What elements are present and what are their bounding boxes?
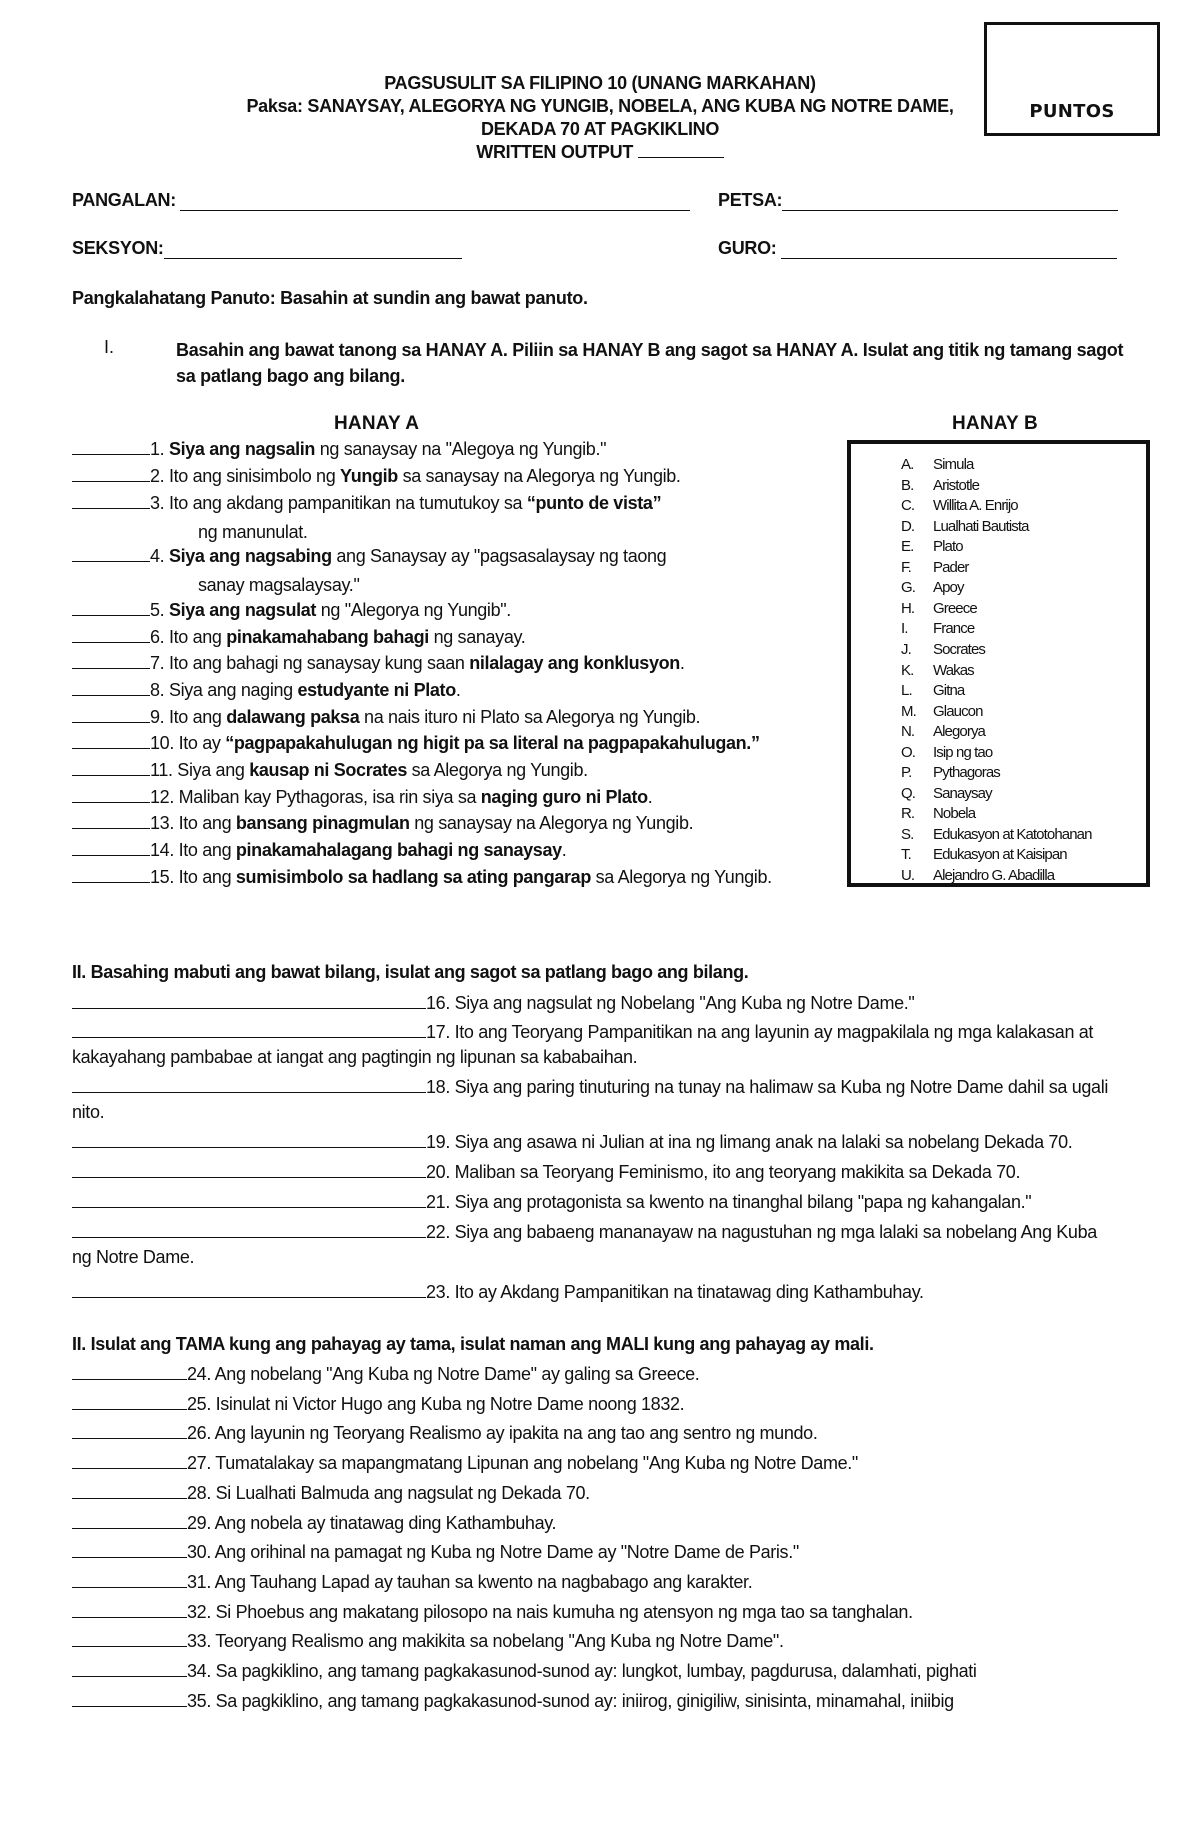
item-text: 17. Ito ang Teoryang Pampanitikan na ang layunin ay magpakilala ng mga kalakasan at <box>426 1022 1094 1042</box>
item-number: 6. <box>150 627 165 647</box>
name-field <box>72 190 690 211</box>
part2-item <box>72 1161 1020 1183</box>
part2-item <box>72 1221 1097 1243</box>
item-text: 34. Sa pagkiklino, ang tamang pagkakasunod-sunod ay: lungkot, lumbay, pagdurusa, dalamhati, pighati <box>187 1661 977 1681</box>
part2-item <box>72 1131 1072 1153</box>
written-output-blank[interactable] <box>638 143 724 158</box>
choice-value: Sanaysay <box>933 784 992 802</box>
hanay-a-item <box>72 465 681 487</box>
choice-letter: G. <box>901 579 916 597</box>
item-text: 31. Ang Tauhang Lapad ay tauhan sa kwento na nagbabago ang karakter. <box>187 1571 753 1592</box>
choice-letter: K. <box>901 661 914 679</box>
answer-blank[interactable] <box>72 839 150 856</box>
answer-blank[interactable] <box>72 1422 187 1439</box>
item-text: 23. Ito ay Akdang Pampanitikan na tinatawag ding Kathambuhay. <box>426 1282 924 1302</box>
score-box <box>984 22 1160 136</box>
item-keyword: estudyante ni Plato <box>297 680 456 700</box>
item-keyword: pinakamahalagang bahagi ng sanaysay <box>235 840 562 860</box>
part3-item <box>72 1690 954 1712</box>
item-text: Maliban kay Pythagoras, isa rin siya sa <box>173 787 481 807</box>
item-keyword: Siya ang nagsalin <box>168 439 316 459</box>
item-text: 30. Ang orihinal na pamagat ng Kuba ng Notre Dame ay "Notre Dame de Paris." <box>187 1542 799 1563</box>
part3-item <box>72 1482 590 1504</box>
hanay-a-title: HANAY A <box>334 413 420 434</box>
part3-title: II. Isulat ang TAMA kung ang pahayag ay tama, isulat naman ang MALI kung ang pahayag ay mali. <box>72 1334 874 1354</box>
item-number: 3. <box>150 493 165 513</box>
choice-value: Greece <box>933 599 977 617</box>
hanay-a-item <box>72 706 700 728</box>
part3-item <box>72 1452 858 1474</box>
answer-blank[interactable] <box>72 1452 187 1469</box>
item-keyword: bansang pinagmulan <box>235 813 410 833</box>
choice-value: Edukasyon at Katotohanan <box>933 825 1092 843</box>
item-text: ng sanayay. <box>428 627 526 647</box>
choice-letter: M. <box>901 702 916 720</box>
item-text: 33. Teoryang Realismo ang makikita sa nobelang "Ang Kuba ng Notre Dame". <box>187 1631 784 1652</box>
item-text: . <box>455 680 461 700</box>
answer-blank[interactable] <box>72 438 150 455</box>
item-keyword: Siya ang nagsulat <box>168 600 317 620</box>
choice-value: Aristotle <box>933 476 980 494</box>
part2-item <box>72 1191 1031 1213</box>
item-text: 22. Siya ang babaeng mananayaw na nagustuhan ng mga lalaki sa nobelang Ang Kuba <box>426 1222 1097 1242</box>
answer-blank[interactable] <box>72 1076 426 1093</box>
answer-blank[interactable] <box>72 626 150 643</box>
item-text: sa sanaysay na Alegorya ng Yungib. <box>397 466 681 486</box>
part3-item <box>72 1630 784 1652</box>
score-label: PUNTOS <box>1029 101 1115 122</box>
item-keyword: kausap ni Socrates <box>249 760 407 780</box>
date-field <box>718 190 1118 211</box>
answer-blank[interactable] <box>72 1630 187 1647</box>
item-text: ng "Alegorya ng Yungib". <box>316 600 511 620</box>
choice-value: Edukasyon at Kaisipan <box>933 846 1067 864</box>
choice-value: Isip ng tao <box>933 743 993 761</box>
answer-blank[interactable] <box>72 1512 187 1529</box>
header-title: PAGSUSULIT SA FILIPINO 10 (UNANG MARKAHAN) <box>384 73 816 93</box>
item-text: 26. Ang layunin ng Teoryang Realismo ay ipakita na ang tao ang sentro ng mundo. <box>187 1423 818 1444</box>
hanay-a-item <box>72 786 652 808</box>
item-continuation: kakayahang pambabae at iangat ang pagtingin ng lipunan sa kababaihan. <box>72 1047 638 1067</box>
answer-blank[interactable] <box>72 599 150 616</box>
item-number: 5. <box>150 600 165 620</box>
hanay-a-item <box>72 545 666 567</box>
item-text: 18. Siya ang paring tinuturing na tunay na halimaw sa Kuba ng Notre Dame dahil sa ugali <box>426 1077 1108 1097</box>
hanay-a-item <box>72 866 772 888</box>
part3-item <box>72 1660 977 1682</box>
hanay-a-item <box>72 839 566 861</box>
item-text: Ito ang akdang pampanitikan na tumutukoy sa <box>164 493 527 513</box>
item-keyword: sumisimbolo sa hadlang sa ating pangarap <box>235 867 591 887</box>
item-text: Ito ang bahagi ng sanaysay kung saan <box>164 653 470 673</box>
item-number: 4. <box>150 546 165 566</box>
item-number: 11. <box>150 760 173 780</box>
choice-letter: H. <box>901 599 915 617</box>
item3-continuation: ng manunulat. <box>198 522 308 542</box>
part3-item <box>72 1601 913 1623</box>
choice-letter: T. <box>901 846 911 864</box>
hanay-a-item <box>72 438 606 460</box>
part3-item <box>72 1512 556 1534</box>
choice-value: Alejandro G. Abadilla <box>933 867 1055 884</box>
hanay-a-item <box>72 812 693 834</box>
item-text: 19. Siya ang asawa ni Julian at ina ng limang anak na lalaki sa nobelang Dekada 70. <box>426 1132 1073 1152</box>
part2-item <box>72 1281 924 1303</box>
choice-letter: N. <box>901 723 915 741</box>
choice-value: Alegorya <box>933 723 986 741</box>
choice-letter: F. <box>901 558 911 576</box>
item-continuation: ng Notre Dame. <box>72 1247 195 1267</box>
choice-letter: D. <box>901 517 915 535</box>
answer-blank[interactable] <box>72 759 150 776</box>
item-text: Ito ay <box>173 733 226 753</box>
choice-letter: I. <box>901 620 908 638</box>
item-keyword: naging guro ni Plato <box>480 787 648 807</box>
answer-blank[interactable] <box>72 1363 187 1380</box>
item-text: Siya ang naging <box>164 680 298 700</box>
choice-value: Wakas <box>933 661 974 679</box>
item-number: 14. <box>150 840 174 860</box>
item-keyword: dalawang paksa <box>226 707 360 727</box>
part3-item <box>72 1422 817 1444</box>
item-text: Ito ang <box>173 867 236 887</box>
item-text: Ito ang <box>164 627 227 647</box>
hanay-a-item <box>72 732 760 754</box>
item-keyword: “pagpapakahulugan ng higit pa sa literal na pagpapakahulugan.” <box>225 733 760 753</box>
teacher-field <box>718 238 1117 259</box>
answer-blank[interactable] <box>72 545 150 562</box>
choice-value: Willita A. Enrijo <box>933 497 1018 515</box>
choice-value: Glaucon <box>933 702 983 720</box>
answer-blank[interactable] <box>72 1482 187 1499</box>
answer-blank[interactable] <box>72 652 150 669</box>
choice-value: Gitna <box>933 682 965 700</box>
choice-value: Lualhati Bautista <box>933 517 1029 535</box>
date-label: PETSA: <box>718 190 783 210</box>
choice-letter: Q. <box>901 784 916 802</box>
item-text: . <box>561 840 567 860</box>
answer-blank[interactable] <box>72 1021 426 1038</box>
item-continuation: nito. <box>72 1102 105 1122</box>
hanay-a-item <box>72 626 525 648</box>
answer-blank[interactable] <box>72 1221 426 1238</box>
hanay-a-item <box>72 652 685 674</box>
item-text: 35. Sa pagkiklino, ang tamang pagkakasunod-sunod ay: iniirog, ginigiliw, sinisinta, minamahal, iniibig <box>187 1690 954 1711</box>
choice-letter: O. <box>901 743 916 761</box>
item-number: 9. <box>150 707 165 727</box>
answer-blank[interactable] <box>72 1690 187 1707</box>
choice-letter: A. <box>901 456 914 473</box>
item-text: 27. Tumatalakay sa mapangmatang Lipunan ang nobelang "Ang Kuba ng Notre Dame." <box>187 1453 858 1474</box>
section-blank[interactable] <box>164 240 462 259</box>
answer-blank[interactable] <box>72 706 150 723</box>
item-text: Ito ang <box>164 707 227 727</box>
answer-blank[interactable] <box>72 1191 426 1208</box>
hanay-b-title: HANAY B <box>952 413 1038 434</box>
general-instruction: Pangkalahatang Panuto: Basahin at sundin ang bawat panuto. <box>72 288 588 308</box>
item-keyword: Siya ang nagsabing <box>168 546 332 566</box>
answer-blank[interactable] <box>72 732 150 749</box>
choice-letter: C. <box>901 497 915 515</box>
choice-letter: P. <box>901 764 912 782</box>
part1-roman: I. <box>104 337 115 357</box>
answer-blank[interactable] <box>72 492 150 509</box>
choice-value: Socrates <box>933 640 985 658</box>
item-text: 16. Siya ang nagsulat ng Nobelang "Ang Kuba ng Notre Dame." <box>426 993 915 1013</box>
item-text: . <box>679 653 685 673</box>
answer-blank[interactable] <box>72 992 426 1009</box>
item-keyword: nilalagay ang konklusyon <box>469 653 680 673</box>
item-text: . <box>647 787 653 807</box>
item-keyword: Yungib <box>340 466 398 486</box>
item-number: 1. <box>150 439 165 459</box>
item-number: 12. <box>150 787 174 807</box>
answer-blank[interactable] <box>72 1131 426 1148</box>
answer-blank[interactable] <box>72 1601 187 1618</box>
item-text: 28. Si Lualhati Balmuda ang nagsulat ng Dekada 70. <box>187 1482 590 1503</box>
part2-item <box>72 1021 1093 1043</box>
part2-item <box>72 1076 1108 1098</box>
hanay-a-item <box>72 679 461 701</box>
part2-title: II. Basahing mabuti ang bawat bilang, isulat ang sagot sa patlang bago ang bilang. <box>72 962 749 982</box>
part2-item <box>72 992 914 1014</box>
item-text: 25. Isinulat ni Victor Hugo ang Kuba ng Notre Dame noong 1832. <box>187 1393 685 1414</box>
choice-letter: J. <box>901 640 911 658</box>
choice-letter: E. <box>901 538 914 556</box>
part1-instruction: Basahin ang bawat tanong sa HANAY A. Piliin sa HANAY B ang sagot sa HANAY A. Isulat ang titik ng tamang sagot sa patlang bago ang bilang. <box>176 340 1124 386</box>
answer-blank[interactable] <box>72 1660 187 1677</box>
part3-item <box>72 1571 752 1593</box>
choice-value: Pythagoras <box>933 764 1000 782</box>
item-number: 2. <box>150 466 165 486</box>
choice-letter: U. <box>901 867 915 884</box>
answer-blank[interactable] <box>72 812 150 829</box>
item-number: 7. <box>150 653 165 673</box>
hanay-a-item <box>72 492 661 514</box>
answer-blank[interactable] <box>72 1541 187 1558</box>
hanay-a-item <box>72 759 588 781</box>
section-label: SEKSYON: <box>72 238 164 258</box>
item-number: 13. <box>150 813 174 833</box>
item-text: Siya ang <box>172 760 250 780</box>
header-written-output: WRITTEN OUTPUT <box>200 141 1000 164</box>
item-text: Ito ang sinisimbolo ng <box>164 466 341 486</box>
item-text: 20. Maliban sa Teoryang Feminismo, ito ang teoryang makikita sa Dekada 70. <box>426 1162 1021 1182</box>
name-blank[interactable] <box>180 192 690 211</box>
answer-blank[interactable] <box>72 1571 187 1588</box>
item-keyword: “punto de vista” <box>526 493 662 513</box>
item-text: ang Sanaysay ay "pagsasalaysay ng taong <box>331 546 667 566</box>
item-number: 10. <box>150 733 174 753</box>
choice-value: Simula <box>933 456 974 473</box>
choice-value: Pader <box>933 558 969 576</box>
item-text: 21. Siya ang protagonista sa kwento na tinanghal bilang "papa ng kahangalan." <box>426 1192 1032 1212</box>
item-number: 8. <box>150 680 165 700</box>
choice-letter: B. <box>901 476 914 494</box>
answer-blank[interactable] <box>72 1161 426 1178</box>
part3-item <box>72 1393 684 1415</box>
section-field <box>72 238 462 259</box>
header-subject-cont: DEKADA 70 AT PAGKIKLINO <box>480 119 720 139</box>
item-number: 15. <box>150 867 174 887</box>
answer-blank[interactable] <box>72 786 150 803</box>
choice-letter: L. <box>901 682 912 700</box>
item-text: sa Alegorya ng Yungib. <box>590 867 772 887</box>
item4-continuation: sanay magsalaysay." <box>198 575 360 595</box>
choice-letter: S. <box>901 825 914 843</box>
hanay-b-box <box>847 440 1150 887</box>
choice-letter: R. <box>901 805 915 823</box>
answer-blank[interactable] <box>72 679 150 696</box>
part3-item <box>72 1363 699 1385</box>
part3-item <box>72 1541 799 1563</box>
answer-blank[interactable] <box>72 866 150 883</box>
item-keyword: pinakamahabang bahagi <box>226 627 429 647</box>
date-blank[interactable] <box>782 192 1118 211</box>
answer-blank[interactable] <box>72 1393 187 1410</box>
choice-value: Plato <box>933 538 963 556</box>
item-text: Ito ang <box>173 813 236 833</box>
item-text: 32. Si Phoebus ang makatang pilosopo na nais kumuha ng atensyon ng mga tao sa tanghalan. <box>187 1601 913 1622</box>
item-text: ng sanaysay na Alegorya ng Yungib. <box>409 813 694 833</box>
item-text: na nais ituro ni Plato sa Alegorya ng Yungib. <box>359 707 701 727</box>
item-text: 24. Ang nobelang "Ang Kuba ng Notre Dame" ay galing sa Greece. <box>187 1364 700 1384</box>
item-text: Ito ang <box>173 840 236 860</box>
answer-blank[interactable] <box>72 1281 426 1298</box>
teacher-blank[interactable] <box>781 240 1117 259</box>
choice-value: Nobela <box>933 805 976 823</box>
item-text: 29. Ang nobela ay tinatawag ding Kathambuhay. <box>187 1512 557 1533</box>
answer-blank[interactable] <box>72 465 150 482</box>
header-subject: Paksa: SANAYSAY, ALEGORYA NG YUNGIB, NOBELA, ANG KUBA NG NOTRE DAME, <box>246 96 954 116</box>
item-text: sa Alegorya ng Yungib. <box>406 760 588 780</box>
choice-value: Apoy <box>933 579 964 597</box>
hanay-a-item <box>72 599 511 621</box>
item-text: ng sanaysay na "Alegoya ng Yungib." <box>315 439 607 459</box>
choice-value: France <box>933 620 975 638</box>
teacher-label: GURO: <box>718 238 777 258</box>
exam-header <box>200 72 1000 164</box>
name-label: PANGALAN: <box>72 190 176 210</box>
